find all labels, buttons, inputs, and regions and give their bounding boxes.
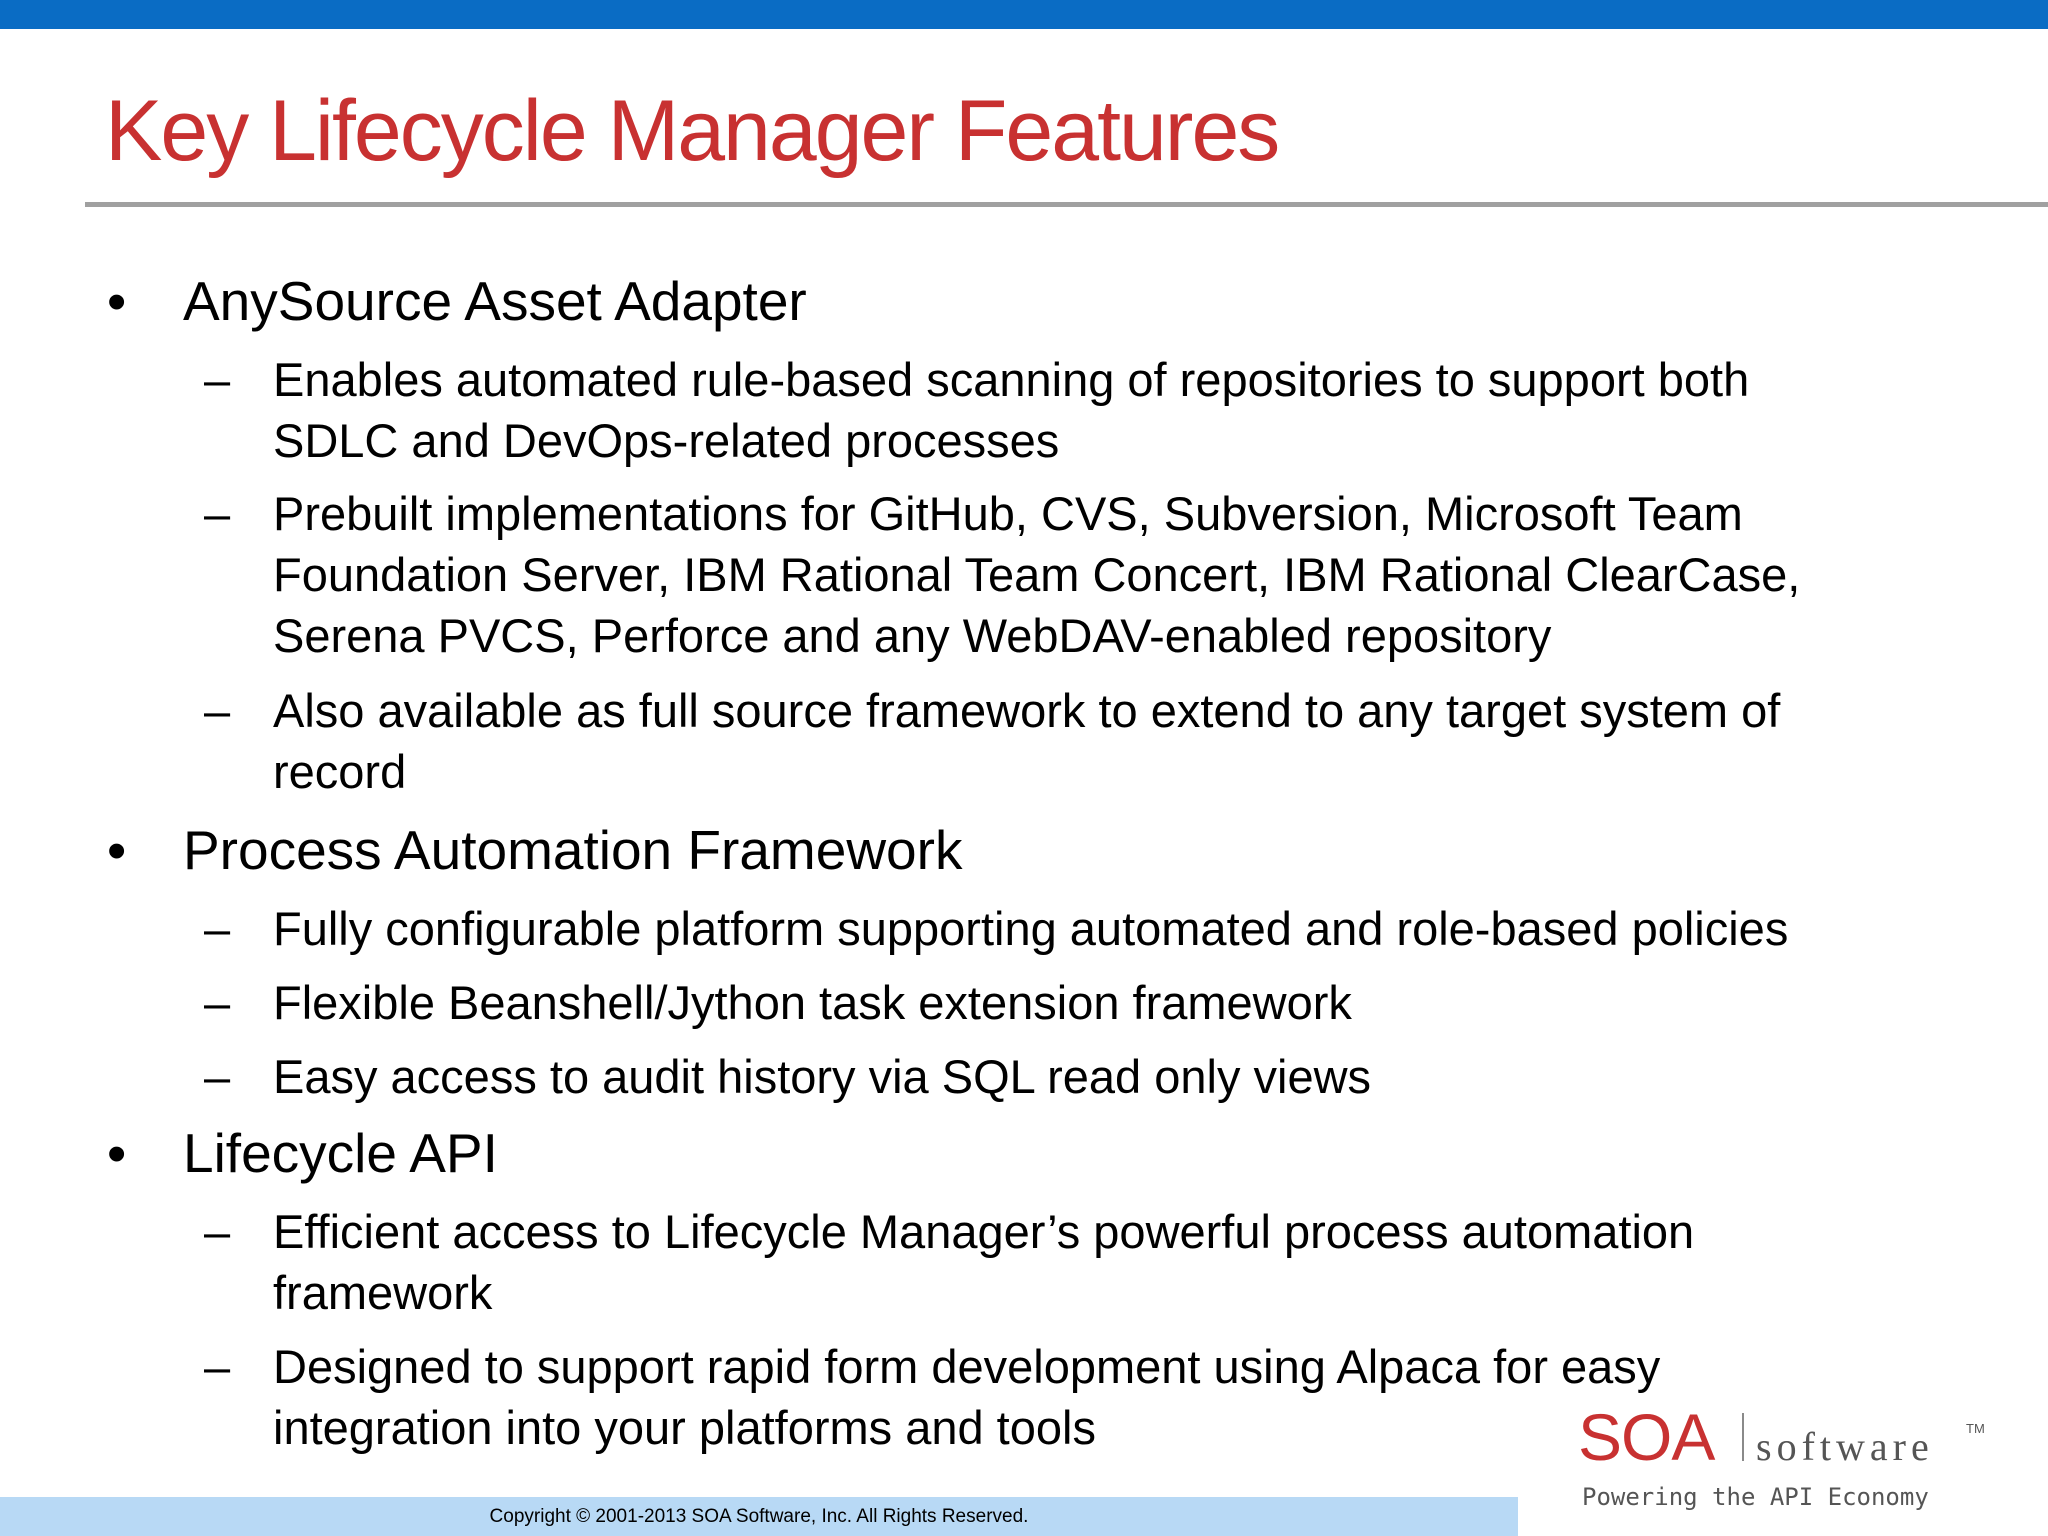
logo-trademark: TM bbox=[1966, 1421, 1985, 1436]
sub-bullet-line: record bbox=[273, 745, 407, 798]
dash-marker: – bbox=[204, 976, 231, 1029]
dash-marker: – bbox=[204, 1050, 231, 1103]
sub-bullet-efficient-access bbox=[204, 1201, 2013, 1323]
bullet-marker: • bbox=[107, 819, 127, 881]
logo-separator bbox=[1742, 1413, 1744, 1461]
sub-bullet-line: Efficient access to Lifecycle Manager’s powerful process automation bbox=[273, 1205, 1695, 1258]
sub-bullet-line: integration into your platforms and tools bbox=[273, 1401, 1096, 1454]
title-divider bbox=[85, 202, 2048, 207]
sub-bullet-line: Enables automated rule-based scanning of repositories to support both bbox=[273, 353, 1750, 406]
sub-bullet-line: Also available as full source framework to extend to any target system of bbox=[273, 684, 1781, 737]
sub-bullet-line: Flexible Beanshell/Jython task extension framework bbox=[273, 976, 1352, 1029]
sub-bullet-line: Foundation Server, IBM Rational Team Concert, IBM Rational ClearCase, bbox=[273, 548, 1801, 601]
sub-bullet-line: Prebuilt implementations for GitHub, CVS, Subversion, Microsoft Team bbox=[273, 487, 1743, 540]
sub-bullet-line: Serena PVCS, Perforce and any WebDAV-enabled repository bbox=[273, 609, 1552, 662]
slide-title: Key Lifecycle Manager Features bbox=[105, 83, 1279, 179]
sub-bullet-rule-based-scanning bbox=[204, 349, 2013, 471]
sub-bullet-audit-history bbox=[204, 1046, 2013, 1107]
soa-software-logo bbox=[1578, 1400, 1998, 1515]
logo-brand-text: SOA bbox=[1578, 1400, 1715, 1474]
bullet-marker: • bbox=[107, 1122, 127, 1184]
bullet-heading: AnySource Asset Adapter bbox=[183, 270, 807, 332]
dash-marker: – bbox=[204, 1340, 231, 1393]
logo-word: software bbox=[1756, 1424, 1934, 1469]
bullet-process-automation-framework bbox=[107, 819, 1983, 881]
bullet-anysource-asset-adapter bbox=[107, 270, 1983, 332]
bullet-heading: Process Automation Framework bbox=[183, 819, 963, 881]
sub-bullet-beanshell-jython bbox=[204, 972, 2013, 1033]
sub-bullet-configurable-platform bbox=[204, 898, 2013, 959]
dash-marker: – bbox=[204, 684, 231, 737]
sub-bullet-line: SDLC and DevOps-related processes bbox=[273, 414, 1060, 467]
dash-marker: – bbox=[204, 902, 231, 955]
sub-bullet-line: framework bbox=[273, 1266, 493, 1319]
sub-bullet-line: Easy access to audit history via SQL read only views bbox=[273, 1050, 1372, 1103]
bullet-marker: • bbox=[107, 270, 127, 332]
sub-bullet-line: Designed to support rapid form development using Alpaca for easy bbox=[273, 1340, 1661, 1393]
dash-marker: – bbox=[204, 353, 231, 406]
dash-marker: – bbox=[204, 1205, 231, 1258]
sub-bullet-prebuilt-implementations bbox=[204, 483, 2013, 666]
top-accent-bar bbox=[0, 0, 2048, 29]
sub-bullet-full-source-framework bbox=[204, 680, 2013, 802]
sub-bullet-line: Fully configurable platform supporting automated and role-based policies bbox=[273, 902, 1789, 955]
dash-marker: – bbox=[204, 487, 231, 540]
logo-tagline: Powering the API Economy bbox=[1582, 1483, 1929, 1511]
footer-copyright: Copyright © 2001-2013 SOA Software, Inc. All Rights Reserved. bbox=[489, 1506, 1029, 1527]
bullet-heading: Lifecycle API bbox=[183, 1122, 498, 1184]
bullet-lifecycle-api bbox=[107, 1122, 1983, 1184]
